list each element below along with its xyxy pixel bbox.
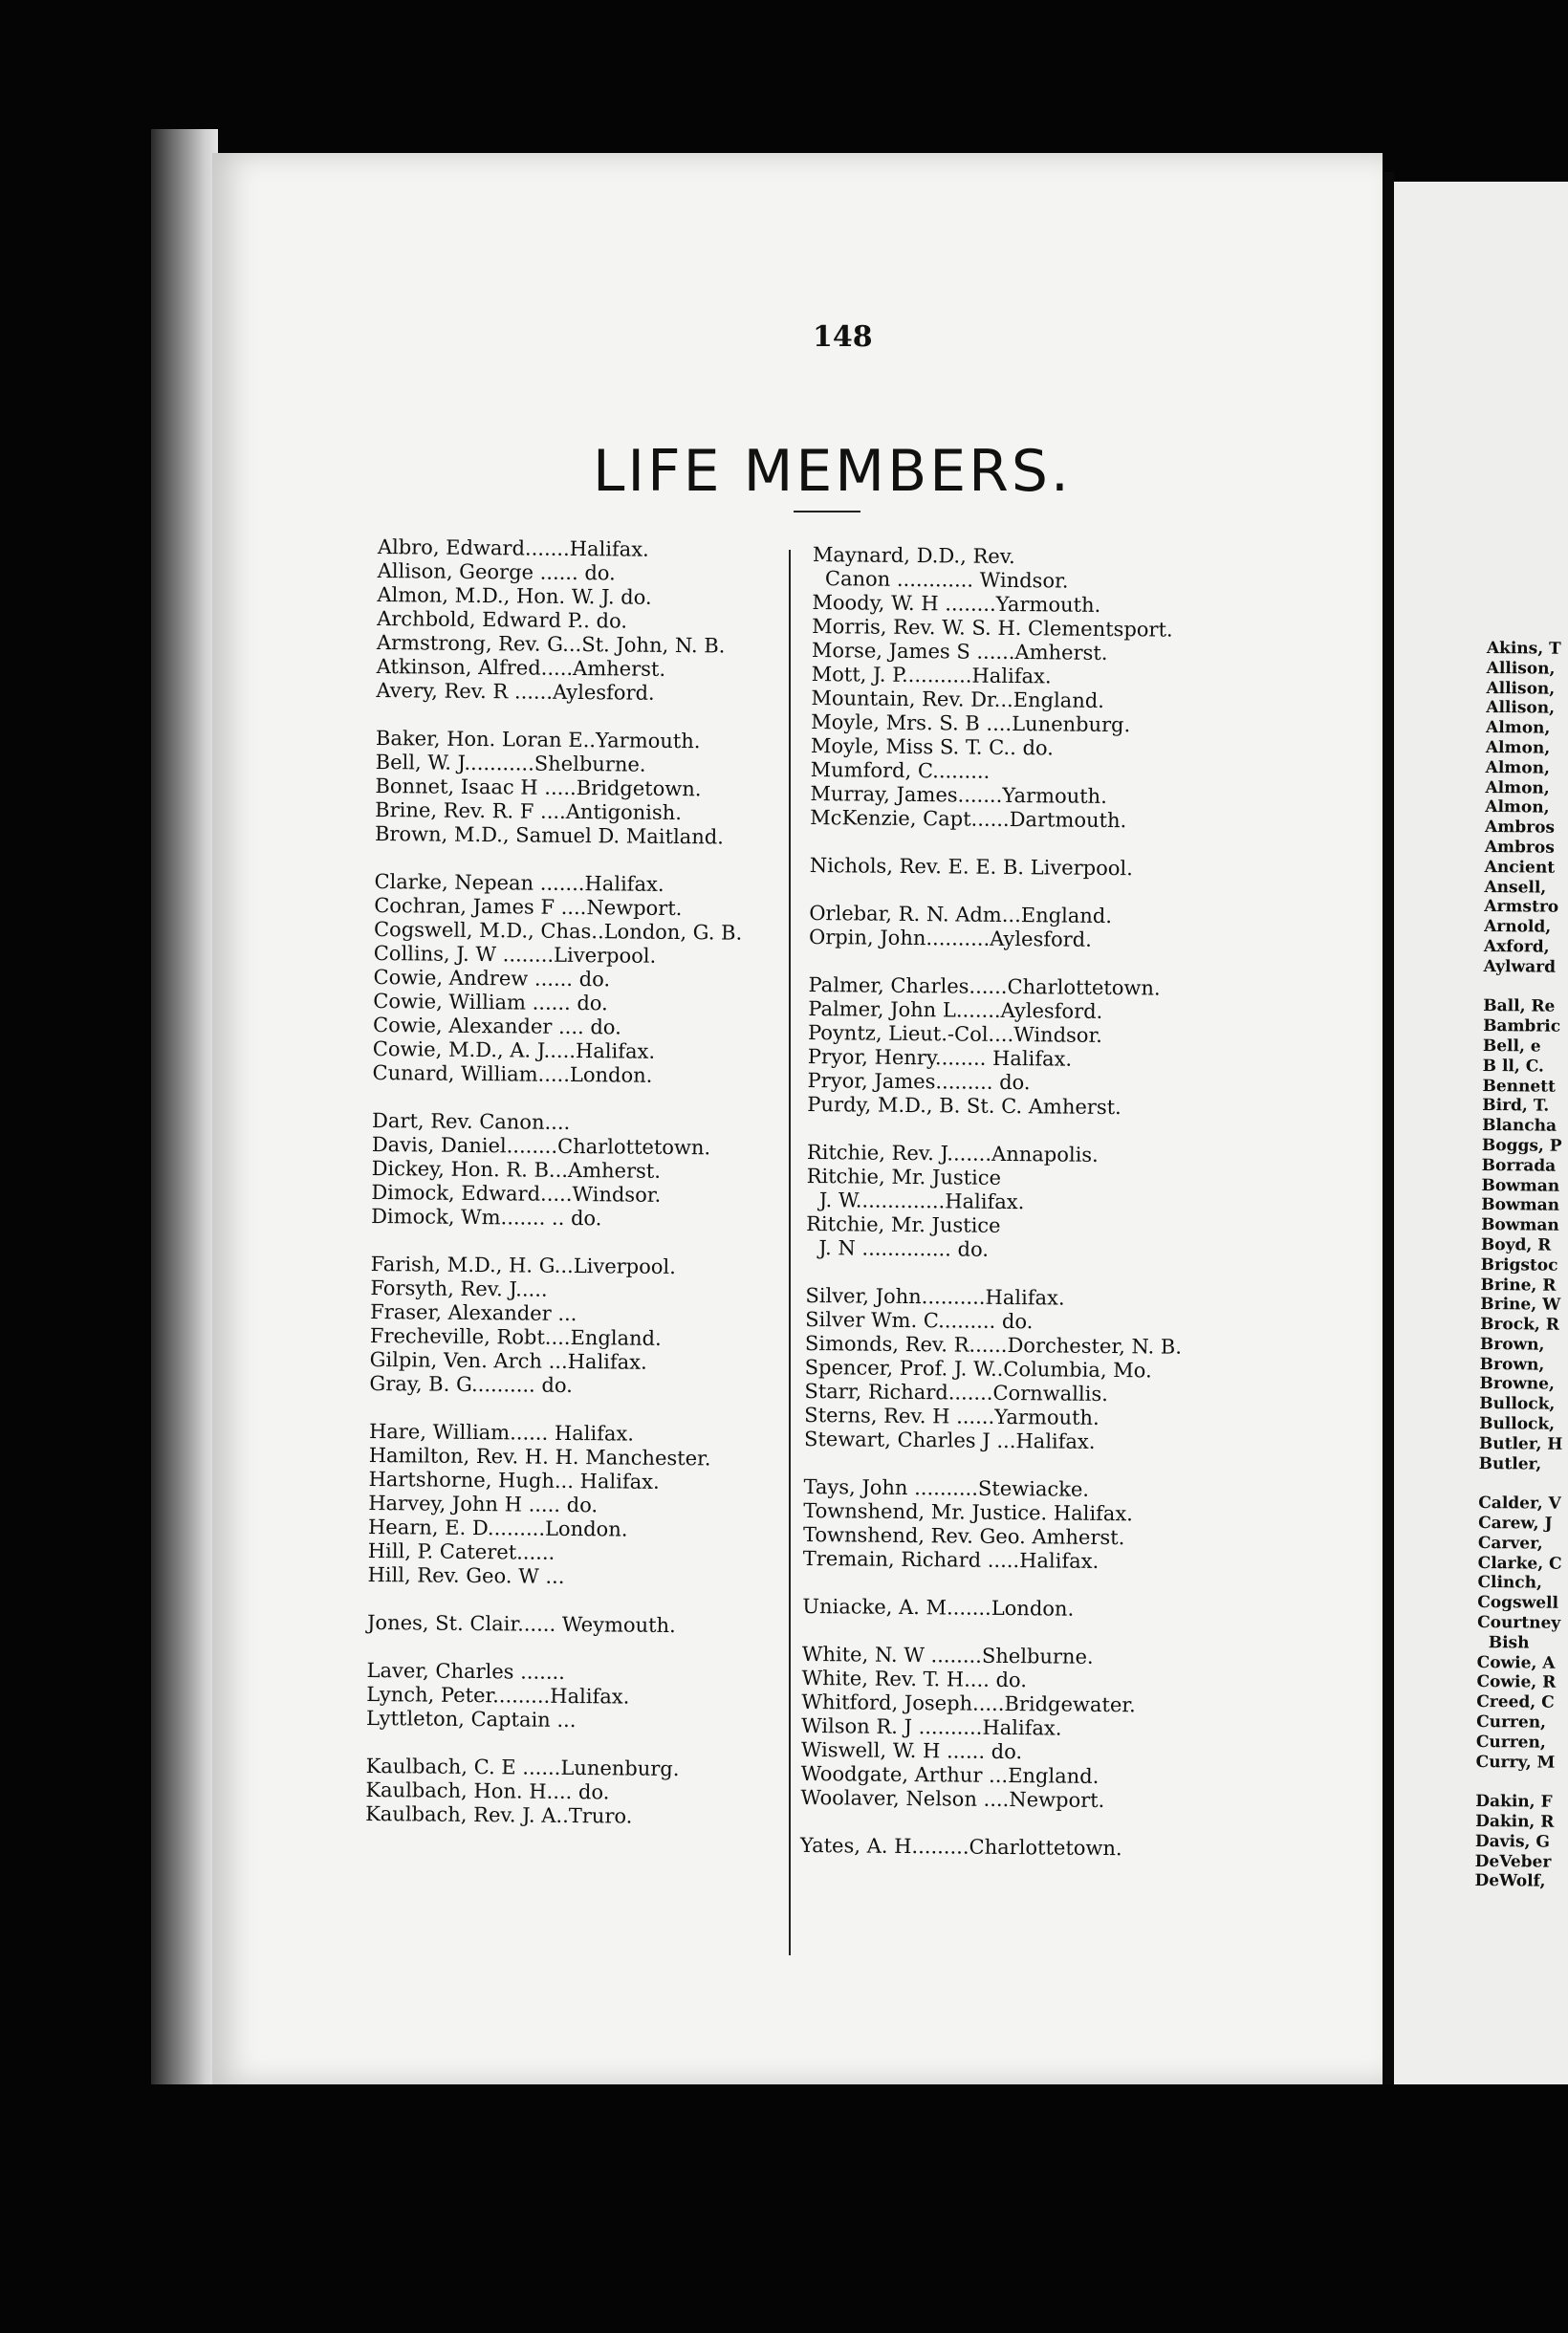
member-entry: Bambric <box>1483 1016 1561 1036</box>
list-spacer <box>1483 977 1567 998</box>
list-spacer <box>809 878 1186 905</box>
member-entry: Woodgate, Arthur ...England. <box>800 1761 1100 1788</box>
member-entry: Ancient <box>1484 857 1556 878</box>
list-spacer <box>800 1810 1177 1838</box>
title-underline <box>794 511 860 512</box>
member-entry: Carver, <box>1477 1533 1543 1554</box>
member-entry: Collins, J. W ........Liverpool. <box>373 941 657 968</box>
page-title: LIFE MEMBERS. <box>593 438 1072 505</box>
list-spacer <box>806 1260 1183 1288</box>
member-entry: Armstro <box>1484 897 1559 918</box>
member-entry: Hartshorne, Hugh... Halifax. <box>368 1467 660 1494</box>
member-entry: Bullock, <box>1479 1414 1556 1434</box>
column-divider <box>789 550 791 1955</box>
member-entry: Cowie, Andrew ...... do. <box>373 965 611 992</box>
member-entry: Moody, W. H ........Yarmouth. <box>812 590 1101 617</box>
member-list-right <box>800 543 1189 1862</box>
member-entry: Woolaver, Nelson ....Newport. <box>800 1785 1105 1812</box>
facing-page-list <box>1474 639 1568 1892</box>
member-entry: Brock, R <box>1480 1315 1559 1335</box>
member-entry: Harvey, John H ..... do. <box>368 1491 599 1517</box>
member-entry: Brigstoc <box>1480 1254 1558 1276</box>
member-entry: Arnold, <box>1484 917 1552 937</box>
list-spacer <box>1478 1473 1562 1494</box>
member-entry: Bennett <box>1482 1076 1557 1097</box>
member-entry: Lyttleton, Captain ... <box>366 1706 577 1733</box>
member-entry: Courtney <box>1477 1612 1561 1633</box>
member-entry: Allison, <box>1486 698 1556 719</box>
member-entry: Starr, Richard.......Cornwallis. <box>804 1379 1108 1406</box>
member-entry: Bullock, <box>1479 1394 1556 1415</box>
member-entry: Cowie, A <box>1476 1652 1556 1673</box>
member-entry: Morse, James S ......Amherst. <box>811 638 1108 665</box>
member-entry: Hare, William...... Halifax. <box>368 1419 635 1446</box>
member-entry: Hearn, E. D.........London. <box>367 1515 628 1541</box>
member-list-left <box>365 535 746 1830</box>
member-entry: Clarke, Nepean .......Halifax. <box>374 869 664 896</box>
member-entry: Townshend, Mr. Justice. Halifax. <box>803 1498 1134 1526</box>
member-entry: Baker, Hon. Loran E..Yarmouth. <box>375 726 701 753</box>
member-entry: Brine, R <box>1480 1275 1557 1296</box>
member-entry: Albro, Edward.......Halifax. <box>377 535 649 561</box>
member-entry: Tremain, Richard .....Halifax. <box>802 1546 1100 1573</box>
member-entry: Dimock, Wm....... .. do. <box>371 1204 602 1231</box>
member-entry: Bowman <box>1481 1175 1560 1196</box>
member-entry: Silver Wm. C......... do. <box>805 1307 1034 1334</box>
member-entry: Davis, G <box>1474 1831 1551 1852</box>
member-entry: Whitford, Joseph.....Bridgewater. <box>801 1690 1136 1717</box>
member-entry: B ll, C. <box>1482 1056 1545 1077</box>
member-entry: Almon, <box>1485 777 1550 798</box>
member-entry: Ambros <box>1484 837 1555 858</box>
member-entry: Clinch, <box>1477 1573 1543 1594</box>
member-entry: Dickey, Hon. R. B...Amherst. <box>371 1156 662 1183</box>
member-entry: Bird, T. <box>1482 1096 1550 1116</box>
member-entry: Butler, <box>1478 1453 1542 1474</box>
member-entry: Nichols, Rev. E. E. B. Liverpool. <box>809 853 1133 881</box>
list-spacer <box>375 846 743 874</box>
member-entry: Mott, J. P...........Halifax. <box>811 662 1052 688</box>
member-entry: Mumford, C......... <box>810 757 991 783</box>
member-entry: Bowman <box>1481 1215 1559 1235</box>
member-entry: Boyd, R <box>1480 1234 1552 1255</box>
book-binding-edge <box>151 129 218 2084</box>
member-entry: Akins, T <box>1486 639 1561 659</box>
list-spacer <box>371 1229 739 1256</box>
member-entry: Ritchie, Mr. Justice <box>806 1211 1001 1237</box>
member-entry: Orlebar, R. N. Adm...England. <box>809 901 1113 928</box>
member-entry: McKenzie, Capt......Dartmouth. <box>810 805 1127 833</box>
member-entry: Sterns, Rev. H ......Yarmouth. <box>804 1403 1100 1429</box>
member-entry: Blancha <box>1482 1116 1557 1136</box>
member-entry: Dimock, Edward.....Windsor. <box>371 1180 662 1207</box>
member-entry: Avery, Rev. R ......Aylesford. <box>376 678 655 705</box>
member-entry: Armstrong, Rev. G...St. John, N. B. <box>376 630 726 658</box>
member-entry: White, Rev. T. H.... do. <box>801 1666 1028 1692</box>
member-entry: Kaulbach, Hon. H.... do. <box>365 1777 610 1804</box>
member-entry: Pryor, Henry........ Halifax. <box>807 1044 1073 1071</box>
member-entry: Pryor, James......... do. <box>807 1068 1031 1095</box>
member-entry: Frecheville, Robt....England. <box>369 1323 662 1350</box>
member-entry: Cowie, R <box>1476 1672 1557 1693</box>
member-entry: Tays, John ..........Stewiacke. <box>803 1474 1090 1501</box>
member-entry: Almon, M.D., Hon. W. J. do. <box>377 582 652 609</box>
page-gutter <box>1384 172 1394 2084</box>
list-spacer <box>367 1635 735 1663</box>
member-entry: Cowie, M.D., A. J.....Halifax. <box>372 1036 656 1063</box>
member-entry: Silver, John..........Halifax. <box>805 1283 1065 1310</box>
member-entry: Poyntz, Lieut.-Col....Windsor. <box>807 1020 1103 1047</box>
member-entry: Stewart, Charles J ...Halifax. <box>803 1427 1096 1453</box>
member-entry: Gray, B. G.......... do. <box>369 1371 573 1397</box>
member-entry: Cowie, William ...... do. <box>373 989 608 1015</box>
member-entry: Cowie, Alexander .... do. <box>372 1013 621 1039</box>
member-entry: DeWolf, <box>1474 1871 1546 1892</box>
member-entry: Purdy, M.D., B. St. C. Amherst. <box>807 1092 1122 1120</box>
member-entry: Brown, <box>1479 1354 1545 1375</box>
member-entry: Mountain, Rev. Dr...England. <box>811 686 1105 712</box>
member-entry: Wiswell, W. H ...... do. <box>800 1737 1023 1764</box>
member-entry: Almon, <box>1485 737 1551 758</box>
member-entry: Jones, St. Clair...... Weymouth. <box>366 1610 676 1638</box>
member-entry: Cunard, William.....London. <box>372 1060 653 1087</box>
member-entry: Archbold, Edward P.. do. <box>377 606 628 633</box>
member-entry: Palmer, Charles......Charlottetown. <box>808 972 1161 1000</box>
member-entry: Almon, <box>1485 757 1551 778</box>
member-entry: Bowman <box>1481 1195 1560 1216</box>
member-entry: Fraser, Alexander ... <box>370 1299 577 1326</box>
member-entry: Ambros <box>1485 818 1556 838</box>
list-spacer <box>1475 1772 1559 1793</box>
member-entry: Creed, C <box>1476 1692 1555 1712</box>
member-entry: Browne, <box>1479 1374 1556 1395</box>
member-entry: Spencer, Prof. J. W..Columbia, Mo. <box>804 1355 1152 1383</box>
member-entry: Allison, <box>1486 658 1556 679</box>
member-entry: Allison, <box>1486 678 1556 699</box>
member-entry: Bish <box>1476 1632 1530 1653</box>
member-entry: Curry, M <box>1475 1752 1556 1773</box>
member-entry: Bell, e <box>1482 1036 1541 1057</box>
list-spacer <box>810 830 1187 858</box>
member-entry: Canon ............ Windsor. <box>812 566 1069 593</box>
member-entry: Axford, <box>1483 936 1550 957</box>
member-entry: J. N .............. do. <box>805 1235 990 1261</box>
list-spacer <box>809 949 1186 977</box>
member-entry: Bonnet, Isaac H .....Bridgetown. <box>375 774 702 801</box>
member-entry: Almon, <box>1486 718 1551 738</box>
list-spacer <box>369 1396 737 1424</box>
member-entry: Allison, George ...... do. <box>377 558 616 585</box>
member-entry: Hill, Rev. Geo. W ... <box>367 1562 565 1588</box>
page-number: 148 <box>813 320 873 354</box>
member-entry: Atkinson, Alfred.....Amherst. <box>376 654 666 681</box>
member-entry: DeVeber <box>1474 1851 1552 1872</box>
member-entry: Moyle, Mrs. S. B ....Lunenburg. <box>811 709 1131 737</box>
member-entry: Borrada <box>1481 1155 1557 1176</box>
member-entry: Simonds, Rev. R......Dorchester, N. B. <box>804 1331 1183 1359</box>
member-entry: Hamilton, Rev. H. H. Manchester. <box>368 1443 711 1471</box>
member-entry: Laver, Charles ....... <box>366 1658 566 1684</box>
member-entry: Almon, <box>1485 797 1550 818</box>
member-entry: Brine, W <box>1480 1295 1561 1316</box>
member-entry: Ritchie, Rev. J.......Annapolis. <box>806 1140 1099 1166</box>
member-entry: Brine, Rev. R. F ....Antigonish. <box>375 797 683 825</box>
member-entry: Butler, H <box>1478 1433 1563 1454</box>
member-entry: Palmer, John L.......Aylesford. <box>808 996 1103 1023</box>
member-entry: Kaulbach, C. E ......Lunenburg. <box>365 1754 680 1781</box>
list-spacer <box>372 1085 740 1113</box>
member-entry: Brown, M.D., Samuel D. Maitland. <box>374 821 725 849</box>
member-entry: Cogswell <box>1477 1593 1559 1614</box>
member-entry: Cochran, James F ....Newport. <box>374 893 683 921</box>
member-entry: Gilpin, Ven. Arch ...Halifax. <box>369 1347 647 1374</box>
member-entry: Hill, P. Cateret...... <box>367 1538 555 1564</box>
member-entry: Curren, <box>1475 1732 1546 1753</box>
member-entry: Yates, A. H.........Charlottetown. <box>799 1833 1122 1861</box>
member-entry: Orpin, John..........Aylesford. <box>808 925 1092 951</box>
list-spacer <box>376 703 744 730</box>
member-entry: Carew, J <box>1478 1514 1553 1534</box>
member-entry: Ritchie, Mr. Justice <box>806 1164 1002 1189</box>
member-entry: Townshend, Rev. Geo. Amherst. <box>802 1522 1125 1550</box>
member-entry: J. W..............Halifax. <box>806 1188 1025 1214</box>
member-entry: Dakin, R <box>1475 1811 1555 1832</box>
member-entry: White, N. W ........Shelburne. <box>801 1642 1094 1668</box>
member-entry: Murray, James.......Yarmouth. <box>810 781 1107 808</box>
member-entry: Moyle, Miss S. T. C.. do. <box>810 733 1055 760</box>
member-entry: Cogswell, M.D., Chas..London, G. B. <box>373 917 743 945</box>
list-spacer <box>804 1451 1181 1479</box>
member-entry: Boggs, P <box>1481 1135 1562 1156</box>
list-spacer <box>802 1619 1179 1646</box>
member-entry: Curren, <box>1476 1712 1547 1733</box>
member-entry: Aylward <box>1483 956 1557 977</box>
member-entry: Ball, Re <box>1483 996 1556 1017</box>
member-entry: Dakin, F <box>1475 1792 1553 1812</box>
member-entry: Kaulbach, Rev. J. A..Truro. <box>365 1801 633 1828</box>
member-entry: Wilson R. J ..........Halifax. <box>801 1713 1062 1740</box>
list-spacer <box>802 1571 1179 1599</box>
member-entry: Farish, M.D., H. G...Liverpool. <box>370 1252 676 1279</box>
member-entry: Maynard, D.D., Rev. <box>812 543 1015 569</box>
member-entry: Dart, Rev. Canon.... <box>372 1108 571 1134</box>
list-spacer <box>367 1587 735 1615</box>
member-entry: Davis, Daniel........Charlottetown. <box>371 1132 711 1160</box>
member-entry: Ansell, <box>1484 877 1547 898</box>
member-entry: Uniacke, A. M.......London. <box>802 1594 1075 1621</box>
member-entry: Brown, <box>1479 1334 1545 1355</box>
member-entry: Forsyth, Rev. J..... <box>370 1276 548 1301</box>
member-entry: Bell, W. J...........Shelburne. <box>375 750 646 776</box>
member-entry: Clarke, C <box>1477 1553 1562 1574</box>
member-entry: Lynch, Peter.........Halifax. <box>366 1682 630 1709</box>
member-entry: Calder, V <box>1478 1494 1561 1515</box>
list-spacer <box>366 1731 734 1758</box>
member-entry: Morris, Rev. W. S. H. Clementsport. <box>812 614 1173 642</box>
list-spacer <box>807 1117 1184 1145</box>
